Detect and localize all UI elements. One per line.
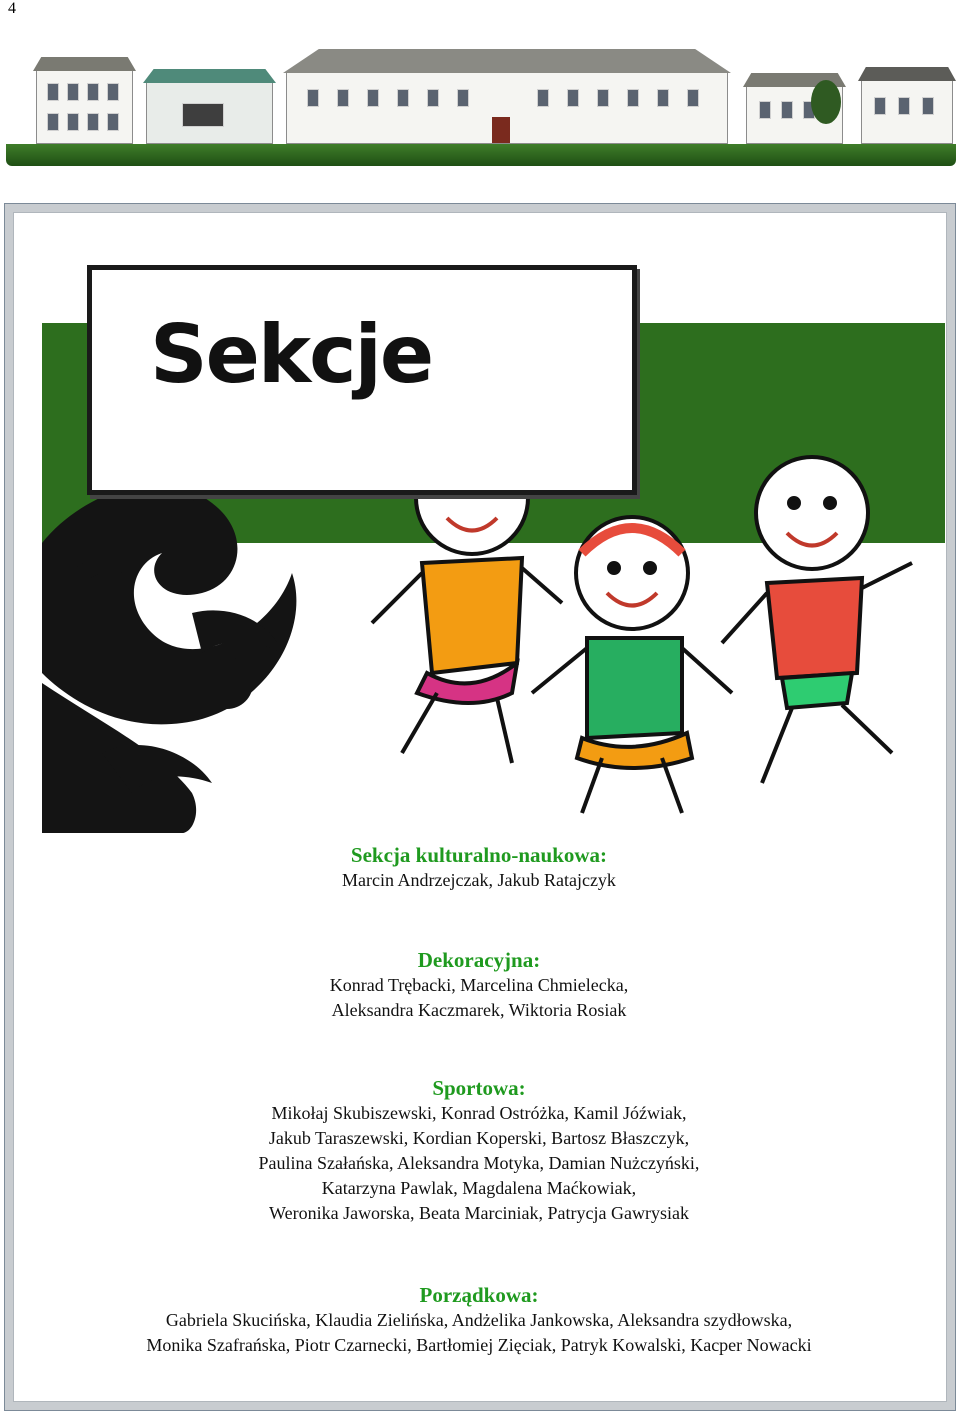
header-banner bbox=[6, 40, 956, 166]
section-heading: Sekcja kulturalno-naukowa: bbox=[350, 843, 608, 867]
section-decoration bbox=[4, 947, 954, 1023]
section-line: Katarzyna Pawlak, Magdalena Maćkowiak, bbox=[321, 1178, 637, 1198]
section-sport bbox=[4, 1075, 954, 1226]
banner-green-bar bbox=[6, 144, 956, 166]
section-heading: Dekoracyjna: bbox=[417, 948, 541, 972]
building-photo-5 bbox=[861, 80, 953, 144]
title-box bbox=[87, 265, 637, 495]
page-title: Sekcje bbox=[150, 308, 433, 401]
child-green bbox=[532, 517, 732, 813]
sekcje-illustration bbox=[42, 253, 945, 833]
tree bbox=[811, 80, 841, 124]
building-photo-main bbox=[286, 72, 728, 144]
building-photo-1 bbox=[36, 70, 133, 144]
section-line: Konrad Trębacki, Marcelina Chmielecka, bbox=[329, 975, 629, 995]
section-line: Paulina Szałańska, Aleksandra Motyka, Damian Nużczyński, bbox=[258, 1153, 700, 1173]
section-culture bbox=[4, 842, 954, 893]
content-frame bbox=[4, 203, 956, 1411]
building-photo-2 bbox=[146, 82, 273, 144]
page-number: 4 bbox=[8, 0, 16, 17]
section-line: Aleksandra Kaczmarek, Wiktoria Rosiak bbox=[331, 1000, 627, 1020]
section-line: Weronika Jaworska, Beata Marciniak, Patrycja Gawrysiak bbox=[269, 1203, 689, 1223]
section-line: Monika Szafrańska, Piotr Czarnecki, Bartłomiej Zięciak, Patryk Kowalski, Kacper Nowacki bbox=[146, 1335, 812, 1355]
section-line: Jakub Taraszewski, Kordian Koperski, Bartosz Błaszczyk, bbox=[268, 1128, 690, 1148]
section-line: Mikołaj Skubiszewski, Konrad Ostróżka, Kamil Jóźwiak, bbox=[271, 1103, 687, 1123]
section-line: Gabriela Skucińska, Klaudia Zielińska, Andżelika Jankowska, Aleksandra szydłowska, bbox=[165, 1310, 793, 1330]
section-line: Marcin Andrzejczak, Jakub Ratajczyk bbox=[342, 870, 616, 890]
section-heading: Sportowa: bbox=[432, 1076, 526, 1100]
section-order bbox=[4, 1282, 954, 1358]
section-heading: Porządkowa: bbox=[419, 1283, 539, 1307]
